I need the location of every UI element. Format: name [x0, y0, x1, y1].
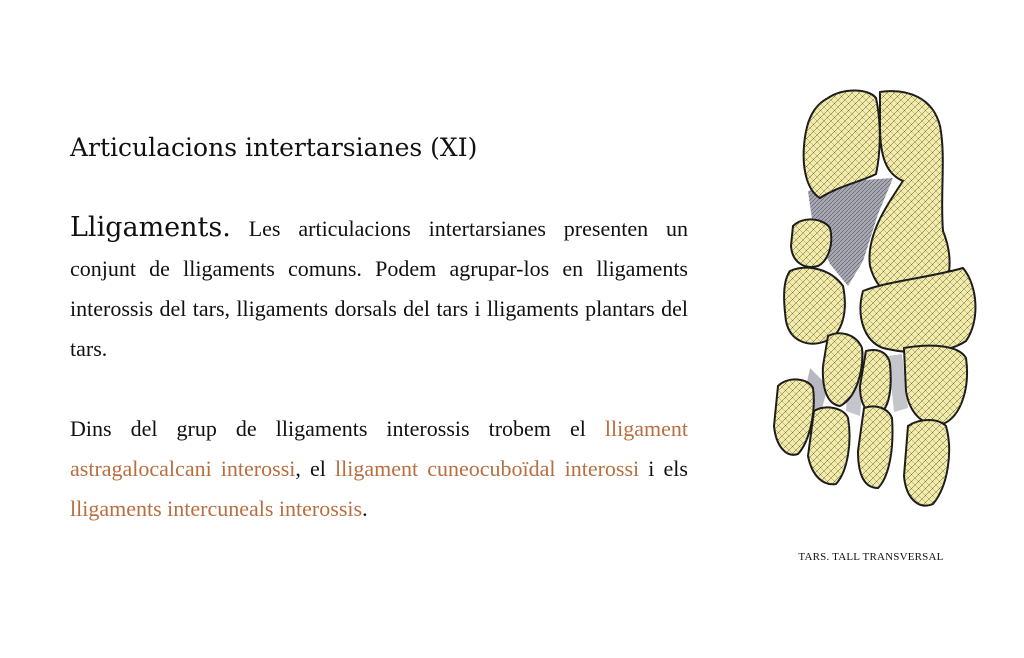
- figure-caption: TARS. TALL TRANSVERSAL: [798, 551, 944, 563]
- paragraph-lead: Lligaments.: [70, 212, 231, 243]
- text-segment: i els: [639, 456, 688, 481]
- tarsus-cross-section-drawing: [768, 86, 988, 516]
- text-segment: Dins del grup de lligaments interossis trobem el: [70, 416, 605, 441]
- text-segment: .: [362, 496, 368, 521]
- page-title: Articulacions intertarsianes (XI): [70, 133, 478, 162]
- tarsal-bones: [774, 91, 975, 506]
- tarsus-illustration: [768, 86, 988, 516]
- text-segment: , el: [295, 456, 335, 481]
- paragraph-interosseous: [70, 409, 688, 529]
- paragraph-text: Les articulacions intertarsianes presenten un conjunt de lligaments comuns. Podem agrupar-los en lligaments interossis del tars, lligaments dorsals del tars i lligaments plantars del tars.: [70, 216, 688, 361]
- content-body: [70, 208, 688, 529]
- paragraph-ligaments: [70, 208, 688, 369]
- ligament-link-cuneocuboidal: lligament cuneocuboïdal interossi: [335, 456, 640, 481]
- ligament-link-intercuneals: lligaments intercuneals interossis: [70, 496, 363, 521]
- ligament-link-astragalocalcani: lligament astragalocalcani interossi: [70, 416, 688, 481]
